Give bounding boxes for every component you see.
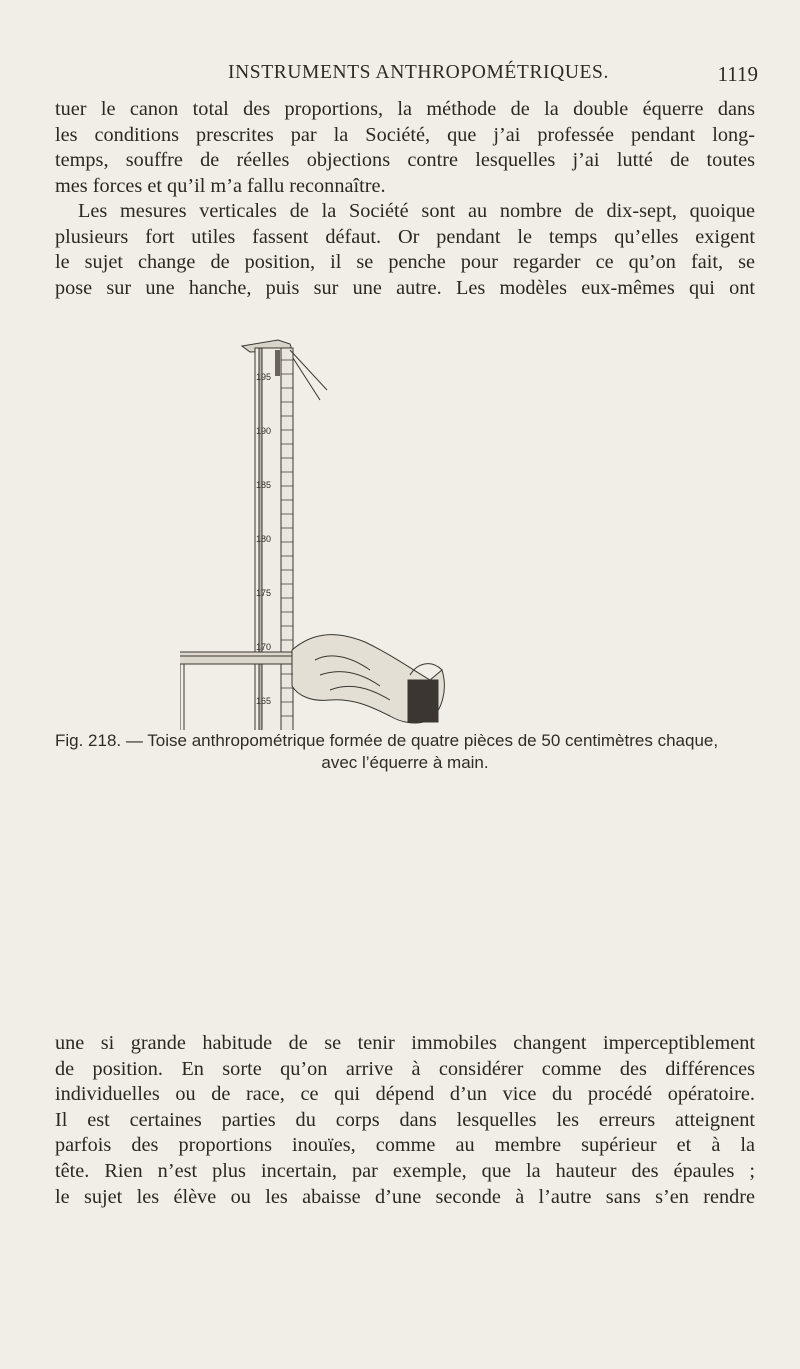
text-line: le sujet change de position, il se penche pour regarder ce qu’on fait, se	[55, 251, 755, 274]
figure-caption	[55, 730, 755, 774]
page-number: 1119	[717, 62, 758, 86]
caption-line-1: Fig. 218. — Toise anthropométrique formée de quatre pièces de 50 centimètres chaque,	[55, 731, 719, 750]
scale-label-175: 175	[256, 588, 272, 598]
scale-label-195: 195	[256, 372, 272, 382]
text-line: pose sur une hanche, puis sur une autre. Les modèles eux-mêmes qui ont	[55, 276, 755, 299]
text-line: Les mesures verticales de la Société sont au nombre de dix-sept, quoique	[78, 200, 755, 222]
paragraph-1	[55, 97, 755, 199]
text-line: une si grande habitude de se tenir immobiles changent imperceptiblement	[55, 1032, 755, 1054]
paragraph-3	[55, 1031, 755, 1210]
toise-engraving	[180, 330, 740, 730]
text-line: tête. Rien n’est plus incertain, par exemple, que la hauteur des épaules ;	[55, 1159, 755, 1182]
page-header	[228, 62, 758, 92]
text-line: le sujet les élève ou les abaisse d’une seconde à l’autre sans s’en rendre	[55, 1185, 755, 1208]
text-line: tuer le canon total des proportions, la méthode de la double équerre dans	[55, 98, 755, 120]
text-line: Il est certaines parties du corps dans lesquelles les erreurs atteignent	[55, 1108, 755, 1131]
scale-label-190: 190	[256, 426, 272, 436]
scale-label-165: 165	[256, 696, 272, 706]
scale-label-170: 170	[256, 642, 272, 652]
figure-toise-illustration	[180, 330, 740, 730]
text-line: les conditions prescrites par la Société, que j’ai professée pendant long-	[55, 123, 755, 146]
text-line: plusieurs fort utiles fassent défaut. Or pendant le temps qu’elles exigent	[55, 225, 755, 248]
scale-label-185: 185	[256, 480, 272, 490]
text-line: parfois des proportions inouïes, comme au membre supérieur et à la	[55, 1134, 755, 1157]
running-title: INSTRUMENTS ANTHROPOMÉTRIQUES.	[228, 62, 609, 83]
paragraph-2	[55, 199, 755, 301]
text-line: de position. En sorte qu’on arrive à considérer comme des différences	[55, 1057, 755, 1080]
caption-line-2: avec l’équerre à main.	[321, 753, 489, 772]
scale-label-180: 180	[256, 534, 272, 544]
text-line: mes forces et qu’il m’a fallu reconnaître.	[55, 174, 386, 197]
text-line: individuelles ou de race, ce qui dépend d’un vice du procédé opératoire.	[55, 1083, 755, 1106]
text-line: temps, souffre de réelles objections contre lesquelles j’ai lutté de toutes	[55, 149, 755, 172]
